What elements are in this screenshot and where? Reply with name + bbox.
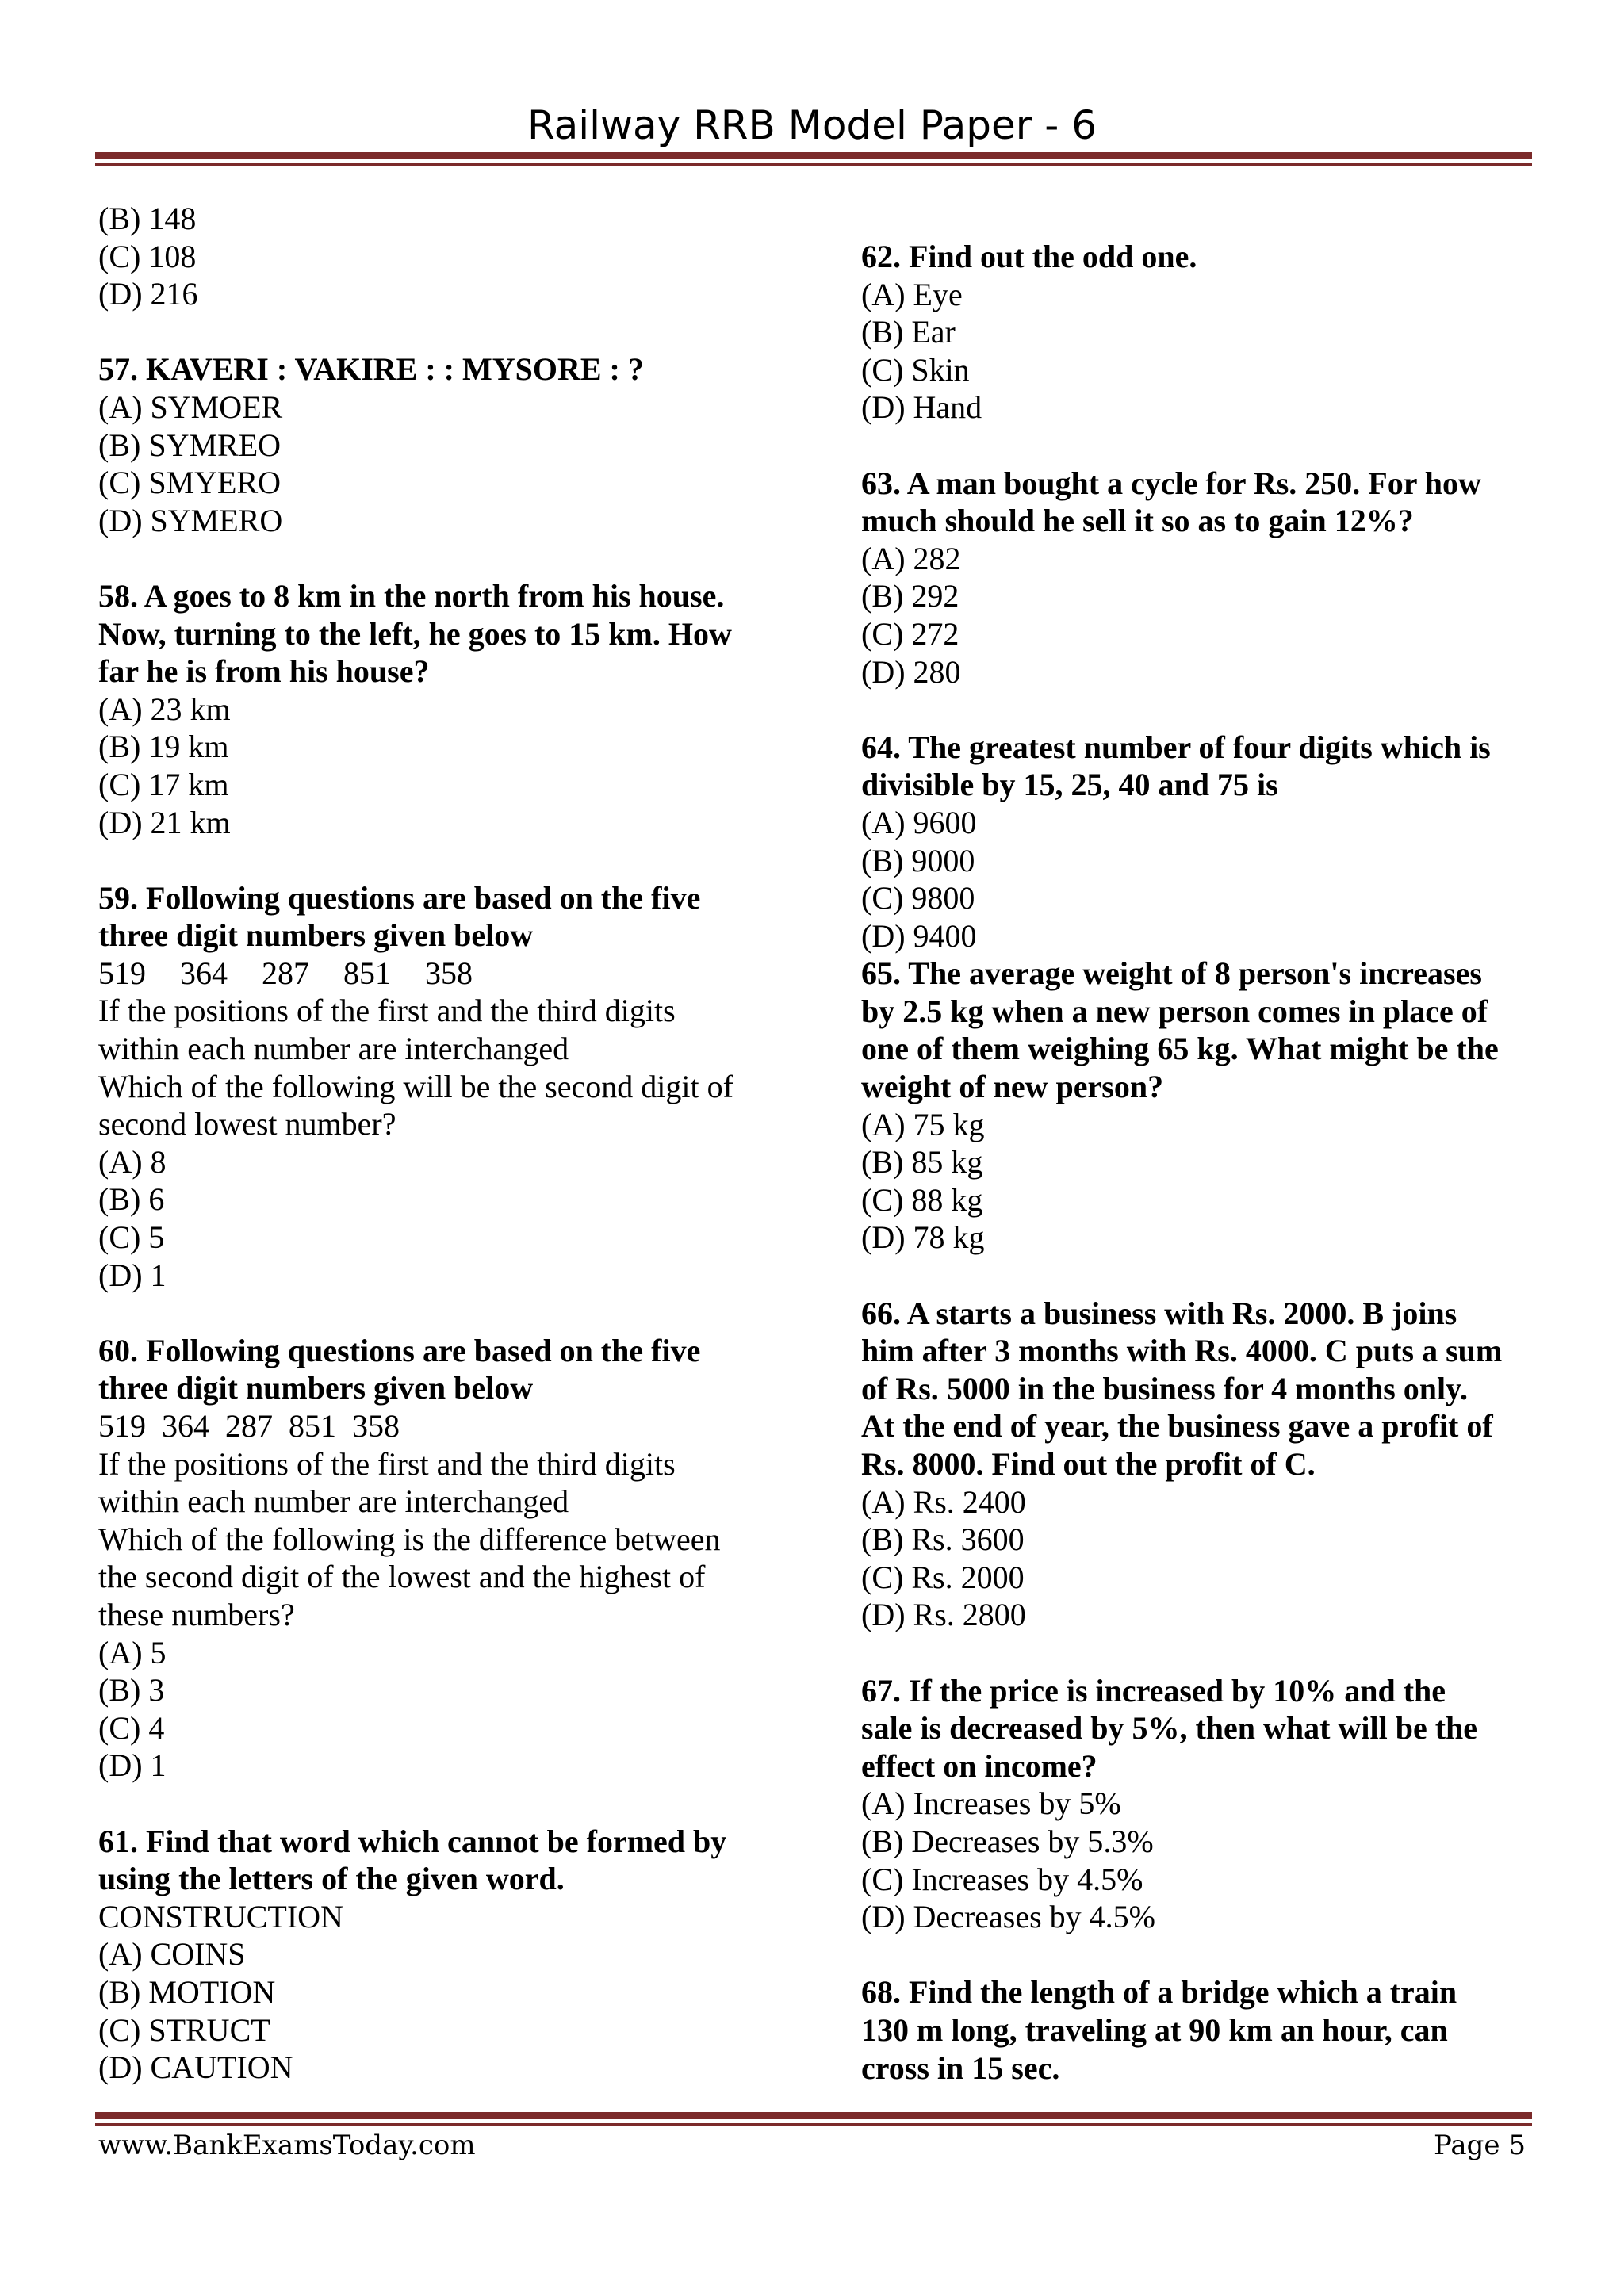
question-text: 67. If the price is increased by 10% and the <box>861 1672 1446 1709</box>
question-66 <box>861 1295 1543 1634</box>
given-word: CONSTRUCTION <box>98 1898 343 1934</box>
question-59 <box>98 879 796 1295</box>
question-text: cross in 15 sec. <box>861 2049 1060 2086</box>
question-text: one of them weighing 65 kg. What might be the <box>861 1031 1499 1067</box>
question-68 <box>861 1973 1543 2087</box>
option: (A) 9600 <box>861 804 977 840</box>
question-text: three digit numbers given below <box>98 917 534 954</box>
question-61 <box>98 1823 796 2087</box>
option: (D) Decreases by 4.5% <box>861 1899 1155 1935</box>
page-title: Railway RRB Model Paper - 6 <box>527 102 1097 148</box>
question-text: At the end of year, the business gave a profit of <box>861 1408 1493 1445</box>
option: (B) 3 <box>98 1672 165 1709</box>
option: (D) Rs. 2800 <box>861 1597 1026 1633</box>
question-text: using the letters of the given word. <box>98 1861 565 1897</box>
number: 287 <box>262 955 309 991</box>
question-text: him after 3 months with Rs. 4000. C puts a sum <box>861 1333 1503 1369</box>
question-text: weight of new person? <box>861 1069 1164 1105</box>
question-60 <box>98 1332 796 1785</box>
question-64 <box>861 729 1543 955</box>
question-text: divisible by 15, 25, 40 and 75 is <box>861 767 1278 803</box>
option: (D) 1 <box>98 1747 167 1784</box>
page-number: Page 5 <box>1434 2130 1526 2161</box>
question-body: If the positions of the first and the third digits <box>98 993 676 1029</box>
number: 364 <box>180 955 228 991</box>
question-text: 60. Following questions are based on the five <box>98 1332 701 1368</box>
question-text: sale is decreased by 5%, then what will be the <box>861 1710 1478 1747</box>
question-text: Rs. 8000. Find out the profit of C. <box>861 1446 1316 1482</box>
option: (B) 148 <box>98 201 197 236</box>
option: (C) SMYERO <box>98 465 282 501</box>
footer-divider <box>95 2112 1532 2126</box>
number: 519 <box>98 955 146 991</box>
question-body: If the positions of the first and the third digits <box>98 1445 676 1482</box>
option: (B) Ear <box>861 314 956 350</box>
right-column <box>861 238 1543 2087</box>
header-divider <box>95 152 1532 166</box>
question-text: much should he sell it so as to gain 12%? <box>861 503 1414 539</box>
question-body: Which of the following is the difference between <box>98 1521 721 1557</box>
option: (C) STRUCT <box>98 2011 270 2048</box>
question-63 <box>861 465 1543 691</box>
question-text: 66. A starts a business with Rs. 2000. B joins <box>861 1295 1457 1331</box>
question-text: three digit numbers given below <box>98 1370 534 1406</box>
option: (B) 85 kg <box>861 1144 983 1181</box>
option: (C) 5 <box>98 1219 165 1256</box>
option: (C) 88 kg <box>861 1181 983 1218</box>
option: (B) SYMREO <box>98 427 282 463</box>
question-56-tail <box>98 200 796 313</box>
option: (A) 282 <box>861 540 961 576</box>
option: (D) 216 <box>98 276 198 312</box>
question-text: 62. Find out the odd one. <box>861 239 1197 274</box>
number: 358 <box>425 955 473 991</box>
option: (A) 23 km <box>98 691 231 727</box>
option: (C) Skin <box>861 351 970 388</box>
option: (B) 292 <box>861 578 959 614</box>
question-body: these numbers? <box>98 1596 295 1632</box>
question-text: effect on income? <box>861 1747 1097 1784</box>
option: (A) 5 <box>98 1634 167 1670</box>
option: (A) 75 kg <box>861 1106 985 1142</box>
option: (D) 280 <box>861 653 961 690</box>
question-text: 64. The greatest number of four digits which is <box>861 729 1491 765</box>
option: (B) 9000 <box>861 842 975 878</box>
question-text: 65. The average weight of 8 person's increases <box>861 955 1482 992</box>
question-text: 63. A man bought a cycle for Rs. 250. For how <box>861 465 1481 501</box>
number-list: 519 364 287 851 358 <box>98 1408 400 1444</box>
option: (C) 4 <box>98 1709 165 1746</box>
option: (A) Rs. 2400 <box>861 1483 1026 1520</box>
option: (D) 21 km <box>98 804 231 840</box>
option: (A) 8 <box>98 1143 167 1180</box>
question-57 <box>98 350 796 539</box>
option: (C) 17 km <box>98 766 229 802</box>
option: (B) Rs. 3600 <box>861 1521 1025 1558</box>
option: (B) 19 km <box>98 729 229 765</box>
question-text: 61. Find that word which cannot be formed by <box>98 1823 727 1859</box>
option: (D) 9400 <box>861 917 977 954</box>
question-text: 59. Following questions are based on the five <box>98 879 701 916</box>
option: (C) 9800 <box>861 880 975 916</box>
option: (D) 1 <box>98 1257 167 1293</box>
question-text: by 2.5 kg when a new person comes in place of <box>861 993 1488 1029</box>
option: (C) Increases by 4.5% <box>861 1861 1143 1897</box>
question-text: 57. KAVERI : VAKIRE : : MYSORE : ? <box>98 351 644 388</box>
option: (A) COINS <box>98 1936 246 1973</box>
question-62 <box>861 238 1543 427</box>
question-text: 58. A goes to 8 km in the north from his house. <box>98 577 725 614</box>
left-column <box>98 200 796 2087</box>
option: (D) Hand <box>861 389 982 426</box>
option: (A) Increases by 5% <box>861 1785 1121 1822</box>
question-text: far he is from his house? <box>98 653 430 690</box>
question-67 <box>861 1672 1543 1936</box>
question-body: second lowest number? <box>98 1106 396 1142</box>
option: (B) Decreases by 5.3% <box>861 1823 1154 1859</box>
option: (C) 272 <box>861 615 959 652</box>
number: 851 <box>343 955 391 991</box>
option: (D) CAUTION <box>98 2049 293 2086</box>
option: (C) 108 <box>98 238 197 274</box>
question-text: 68. Find the length of a bridge which a train <box>861 1974 1457 2011</box>
option: (A) SYMOER <box>98 388 283 425</box>
question-text: 130 m long, traveling at 90 km an hour, can <box>861 2011 1448 2048</box>
question-body: within each number are interchanged <box>98 1483 569 1520</box>
option: (B) MOTION <box>98 1973 276 2010</box>
option: (B) 6 <box>98 1181 165 1218</box>
question-text: Now, turning to the left, he goes to 15 km. How <box>98 615 732 652</box>
question-65 <box>861 955 1543 1257</box>
option: (D) SYMERO <box>98 502 283 538</box>
question-body: within each number are interchanged <box>98 1031 569 1067</box>
question-body: the second digit of the lowest and the highest of <box>98 1559 706 1595</box>
footer-website: www.BankExamsToday.com <box>98 2130 476 2161</box>
question-text: of Rs. 5000 in the business for 4 months only. <box>861 1370 1468 1406</box>
option: (C) Rs. 2000 <box>861 1559 1025 1595</box>
question-body: Which of the following will be the second digit of <box>98 1068 733 1104</box>
number-list <box>98 955 796 993</box>
question-58 <box>98 577 796 841</box>
option: (A) Eye <box>861 276 963 312</box>
option: (D) 78 kg <box>861 1219 985 1256</box>
